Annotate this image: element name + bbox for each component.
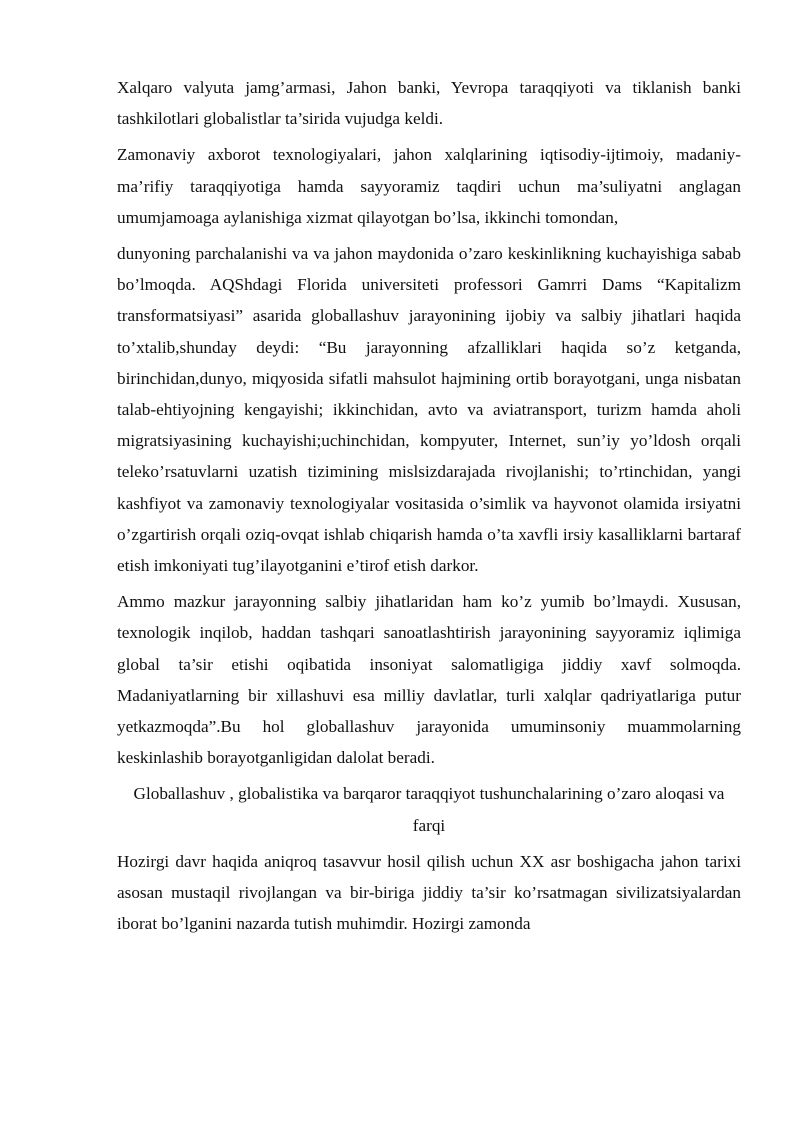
paragraph-1: Xalqaro valyuta jamg’armasi, Jahon banki, Yevropa taraqqiyoti va tiklanish banki tashkilotlari globalistlar ta’sirida vujudga keldi. — [117, 78, 741, 129]
document-body — [117, 72, 741, 944]
paragraph-4: Ammo mazkur jarayonning salbiy jihatlaridan ham ko’z yumib bo’lmaydi. Xususan, texnologik inqilob, haddan tashqari sanoatlashtirish jarayonining sayyoramiz iqlimiga global ta’sir etishi oqibatida insoniyat salomatligiga jiddiy xavf solmoqda. Madaniyatlarning bir xillashuvi esa milliy davlatlar, turli xalqlar qadriyatlariga putur yetkazmoqda”.Bu hol globallashuv jarayonida umuminsoniy muammolarning keskinlashib borayotganligidan dalolat beradi. — [117, 592, 741, 768]
section-heading: Globallashuv , globalistika va barqaror taraqqiyot tushunchalarining o’zaro aloqasi va farqi — [133, 784, 725, 835]
paragraph-3: dunyoning parchalanishi va va jahon maydonida o’zaro keskinlikning kuchayishiga sabab bo’lmoqda. AQShdagi Florida universiteti professori Gamrri Dams “Kapitalizm transformatsiyasi” asarida globallashuv jarayonining ijobiy va salbiy jihatlari haqida to’xtalib,shunday deydi: “Bu jarayonning afzalliklari haqida so’z ketganda, birinchidan,dunyo, miqyosida sifatli mahsulot hajmining ortib borayotgani, unga nisbatan talab-ehtiyojning kengayishi; ikkinchidan, avto va aviatransport, turizm hamda aholi migratsiyasining kuchayishi;uchinchidan, kompyuter, Internet, sun’iy yo’ldosh orqali teleko’rsatuvlarni uzatish tizimining mislsizdarajada rivojlanishi; to’rtinchidan, yangi kashfiyot va zamonaviy texnologiyalar vositasida o’simlik va hayvonot olamida irsiyatni o’zgartirish orqali oziq-ovqat ishlab chiqarish hamda o’ta xavfli irsiy kasalliklarni bartaraf etish imkoniyati tug’ilayotganini e’tirof etish darkor. — [117, 244, 741, 576]
paragraph-5: Hozirgi davr haqida aniqroq tasavvur hosil qilish uchun XX asr boshigacha jahon tarixi asosan mustaqil rivojlangan va bir-biriga jiddiy ta’sir ko’rsatmagan sivilizatsiyalardan iborat bo’lganini nazarda tutish muhimdir. Hozirgi zamonda — [117, 851, 741, 934]
paragraph-2: Zamonaviy axborot texnologiyalari, jahon xalqlarining iqtisodiy-ijtimoiy, madaniy-ma’rifiy taraqqiyotiga hamda sayyoramiz taqdiri uchun ma’suliyatni anglagan umumjamoaga aylanishiga xizmat qilayotgan bo’lsa, ikkinchi tomondan, — [117, 145, 741, 227]
